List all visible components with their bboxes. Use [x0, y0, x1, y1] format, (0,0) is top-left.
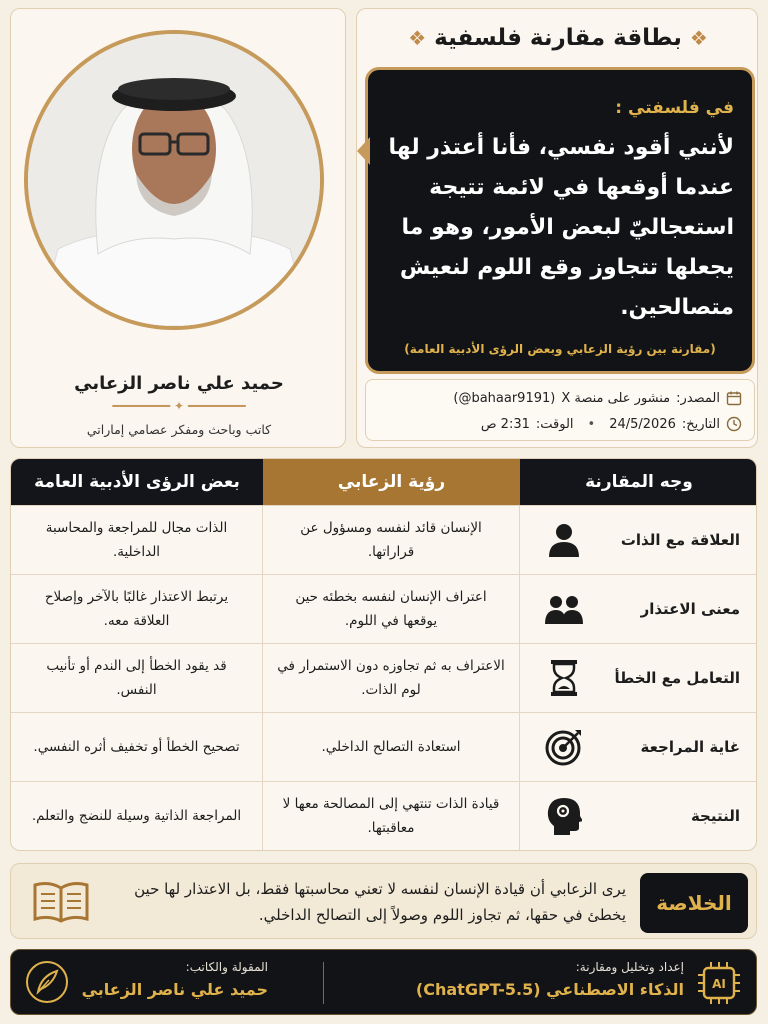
separator-dot: • [587, 416, 596, 432]
quill-icon [25, 960, 69, 1004]
aspect-cell [520, 782, 757, 850]
source-label: المصدر: [676, 390, 720, 406]
author-subtitle: كاتب وباحث ومفكر عصامي إماراتي [86, 422, 272, 437]
ornament-icon: ❖ [408, 26, 427, 50]
date-label: التاريخ: [681, 416, 720, 432]
table-row [11, 574, 757, 643]
table-row [11, 712, 757, 781]
person-icon [544, 520, 584, 560]
people-icon [544, 589, 584, 629]
head-icon [544, 796, 584, 836]
table-header [11, 459, 757, 505]
author-photo [24, 30, 324, 330]
ornament-divider: ━━━━━━━━ ✦ ━━━━━━━━ [112, 399, 246, 413]
aspect-label: النتيجة [690, 807, 740, 825]
footer-bar [10, 949, 757, 1015]
table-row [11, 781, 757, 850]
source-handle[interactable]: (@bahaar9191) [453, 390, 556, 406]
summary-box [10, 863, 757, 939]
aspect-cell [520, 575, 757, 643]
quote-note: (مقارنة بين رؤية الزعابي وبعض الرؤى الأدبية العامة) [404, 342, 716, 356]
aspect-label: العلاقة مع الذات [620, 531, 740, 549]
meta-box [365, 379, 755, 441]
aspect-label: غاية المراجعة [640, 738, 740, 756]
summary-label: الخلاصة [640, 873, 748, 933]
summary-text: يرى الزعابي أن قيادة الإنسان لنفسه لا تعني محاسبتها فقط، بل الاعتذار لها حين يخطئ في حقها، ثم تجاوز اللوم وصولاً إلى التصالح الداخلي. [134, 880, 626, 924]
comparison-table [10, 458, 757, 851]
quote-intro: في فلسفتي : [615, 98, 734, 118]
zaabi-cell: قيادة الذات تنتهي إلى المصالحة معها لا معاقبتها. [263, 782, 520, 850]
ornament-icon: ❖ [689, 26, 708, 50]
card-title: بطاقة مقارنة فلسفية [434, 25, 682, 51]
time-label: الوقت: [535, 416, 574, 432]
calendar-icon [726, 390, 742, 406]
zaabi-cell: اعتراف الإنسان لنفسه بخطئه حين يوقعها في اللوم. [263, 575, 520, 643]
author-name: حميد علي ناصر الزعابي [74, 373, 284, 394]
author-credit-value: حميد علي ناصر الزعابي [81, 980, 268, 999]
prep-value: الذكاء الاصطناعي (ChatGPT-5.5) [415, 980, 684, 999]
general-cell: قد يقود الخطأ إلى الندم أو تأنيب النفس. [11, 644, 263, 712]
hourglass-icon [544, 658, 584, 698]
header-aspect: وجه المقارنة [520, 459, 757, 505]
general-cell: الذات مجال للمراجعة والمحاسبة الداخلية. [11, 506, 263, 574]
author-panel [10, 8, 346, 448]
zaabi-cell: الاعتراف به ثم تجاوزه دون الاستمرار في لوم الذات. [263, 644, 520, 712]
source-row [376, 386, 742, 410]
card-title-row [357, 25, 759, 51]
quote-box [365, 67, 755, 374]
aspect-label: التعامل مع الخطأ [614, 669, 740, 687]
footer-divider [323, 962, 324, 1004]
datetime-row [376, 412, 742, 436]
general-cell: يرتبط الاعتذار غالبًا بالآخر وإصلاح العلاقة معه. [11, 575, 263, 643]
aspect-cell [520, 506, 757, 574]
portrait-illustration [28, 34, 320, 326]
header-general: بعض الرؤى الأدبية العامة [11, 459, 263, 505]
date-value: 24/5/2026 [609, 416, 676, 432]
ai-badge-text: AI [712, 977, 726, 991]
ai-chip-icon [696, 960, 742, 1006]
table-row [11, 643, 757, 712]
target-icon [544, 727, 584, 767]
aspect-cell [520, 713, 757, 781]
aspect-label: معنى الاعتذار [640, 600, 740, 618]
prep-label: إعداد وتخليل ومقارنة: [575, 960, 684, 974]
header-zaabi: رؤية الزعابي [263, 459, 520, 505]
general-cell: المراجعة الذاتية وسيلة للنضج والتعلم. [11, 782, 263, 850]
aspect-cell [520, 644, 757, 712]
time-value: 2:31 ص [480, 416, 530, 432]
book-icon [31, 879, 91, 925]
general-cell: تصحيح الخطأ أو تخفيف أثره النفسي. [11, 713, 263, 781]
zaabi-cell: استعادة التصالح الداخلي. [263, 713, 520, 781]
speech-pointer [357, 137, 370, 165]
zaabi-cell: الإنسان قائد لنفسه ومسؤول عن قراراتها. [263, 506, 520, 574]
quote-text: لأنني أقود نفسي، فأنا أعتذر لها عندما أوقعها في لائمة تتيجة استعجاليّ لبعض الأمور، وهو ما يجعلها تتجاوز وقع اللوم لنعيش متصالحين. [388, 135, 734, 320]
clock-icon [726, 416, 742, 432]
quote-panel [356, 8, 758, 448]
author-credit-label: المقولة والكاتب: [185, 960, 268, 974]
source-value: منشور على منصة X [561, 390, 671, 406]
table-row [11, 505, 757, 574]
